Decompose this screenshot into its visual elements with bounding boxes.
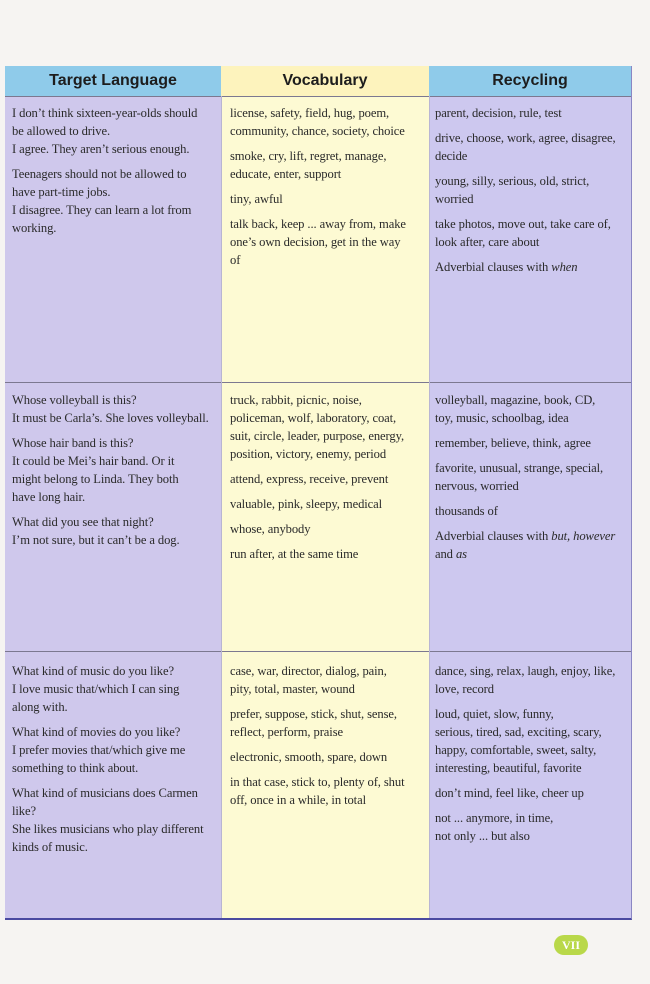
recycling-entry xyxy=(435,434,629,452)
row-1-vocabulary xyxy=(230,104,426,276)
text-line: in that case, stick to, plenty of, shut xyxy=(230,775,405,789)
text-line: worried xyxy=(435,192,474,206)
row-2-target-language xyxy=(12,391,218,556)
text-line: might belong to Linda. They both xyxy=(12,472,179,486)
text-line: Teenagers should not be allowed to xyxy=(12,167,187,181)
text-line: What did you see that night? xyxy=(12,515,154,529)
recycling-entry xyxy=(435,104,629,122)
text-line: suit, circle, leader, purpose, energy, xyxy=(230,429,405,443)
text-line: It could be Mei’s hair band. Or it xyxy=(12,454,175,468)
text-line: community, chance, society, choice xyxy=(230,124,405,138)
recycling-entry xyxy=(435,129,629,165)
recycling-entry xyxy=(435,705,629,777)
text-line: favorite, unusual, strange, special, xyxy=(435,461,604,475)
header-target-language: Target Language xyxy=(5,66,221,96)
target-entry xyxy=(12,662,218,716)
text-line: It must be Carla’s. She loves volleyball. xyxy=(12,411,209,425)
column-divider xyxy=(221,96,222,918)
text-line: I agree. They aren’t serious enough. xyxy=(12,142,190,156)
text-line: along with. xyxy=(12,700,68,714)
recycling-entry xyxy=(435,215,629,251)
row-divider xyxy=(5,96,631,97)
text-line: of xyxy=(230,253,241,267)
text-line: not only ... but also xyxy=(435,829,530,843)
text-line: I don’t think sixteen-year-olds should xyxy=(12,106,198,120)
text-line: tiny, awful xyxy=(230,192,283,206)
text-line: serious, tired, sad, exciting, scary, xyxy=(435,725,602,739)
text-line: She likes musicians who play different xyxy=(12,822,204,836)
vocab-entry xyxy=(230,545,426,563)
text-line: thousands of xyxy=(435,504,498,518)
column-divider xyxy=(429,96,430,918)
text-line: policeman, wolf, laboratory, coat, xyxy=(230,411,397,425)
text-line: young, silly, serious, old, strict, xyxy=(435,174,590,188)
text-line: Whose hair band is this? xyxy=(12,436,134,450)
text-line: reflect, perform, praise xyxy=(230,725,343,739)
text-line: remember, believe, think, agree xyxy=(435,436,591,450)
row-1-target-language xyxy=(12,104,218,244)
recycling-entry xyxy=(435,809,629,845)
row-divider xyxy=(5,382,631,383)
recycling-entry xyxy=(435,662,629,698)
vocab-entry xyxy=(230,104,426,140)
text-line: have part-time jobs. xyxy=(12,185,111,199)
row-3-target-language xyxy=(12,662,218,863)
recycling-entry xyxy=(435,459,629,495)
recycling-entry xyxy=(435,502,629,520)
text-line: toy, music, schoolbag, idea xyxy=(435,411,569,425)
vocab-entry xyxy=(230,773,426,809)
text-line: and as xyxy=(435,547,467,561)
text-line: love, record xyxy=(435,682,494,696)
vocab-entry xyxy=(230,147,426,183)
header-vocabulary: Vocabulary xyxy=(221,66,429,96)
text-line: talk back, keep ... away from, make xyxy=(230,217,406,231)
text-line: take photos, move out, take care of, xyxy=(435,217,611,231)
row-3-vocabulary xyxy=(230,662,426,816)
text-line: I prefer movies that/which give me xyxy=(12,743,186,757)
text-line: don’t mind, feel like, cheer up xyxy=(435,786,584,800)
vocab-entry xyxy=(230,391,426,463)
text-line: license, safety, field, hug, poem, xyxy=(230,106,390,120)
text-line: Adverbial clauses with when xyxy=(435,260,578,274)
target-entry xyxy=(12,434,218,506)
text-line: valuable, pink, sleepy, medical xyxy=(230,497,383,511)
row-1-recycling xyxy=(435,104,629,283)
text-line: What kind of music do you like? xyxy=(12,664,174,678)
target-entry xyxy=(12,391,218,427)
text-line: parent, decision, rule, test xyxy=(435,106,562,120)
page-number-badge: VII xyxy=(554,935,588,955)
row-divider xyxy=(5,651,631,652)
text-line: prefer, suppose, stick, shut, sense, xyxy=(230,707,397,721)
text-line: dance, sing, relax, laugh, enjoy, like, xyxy=(435,664,616,678)
text-line: smoke, cry, lift, regret, manage, xyxy=(230,149,387,163)
text-line: working. xyxy=(12,221,57,235)
grammar-table xyxy=(5,66,632,920)
text-line: interesting, beautiful, favorite xyxy=(435,761,582,775)
text-line: What kind of movies do you like? xyxy=(12,725,181,739)
target-entry xyxy=(12,513,218,549)
target-entry xyxy=(12,723,218,777)
text-line: Adverbial clauses with but, however xyxy=(435,529,616,543)
recycling-entry xyxy=(435,391,629,427)
target-entry xyxy=(12,784,218,856)
target-entry xyxy=(12,104,218,158)
recycling-entry xyxy=(435,172,629,208)
text-line: educate, enter, support xyxy=(230,167,342,181)
row-2-vocabulary xyxy=(230,391,426,570)
header-recycling: Recycling xyxy=(429,66,631,96)
vocab-entry xyxy=(230,215,426,269)
text-line: position, victory, enemy, period xyxy=(230,447,387,461)
text-line: attend, express, receive, prevent xyxy=(230,472,389,486)
text-line: What kind of musicians does Carmen xyxy=(12,786,198,800)
text-line: case, war, director, dialog, pain, xyxy=(230,664,387,678)
text-line: Whose volleyball is this? xyxy=(12,393,137,407)
vocab-entry xyxy=(230,662,426,698)
vocab-entry xyxy=(230,748,426,766)
text-line: one’s own decision, get in the way xyxy=(230,235,401,249)
text-line: loud, quiet, slow, funny, xyxy=(435,707,554,721)
vocab-entry xyxy=(230,190,426,208)
text-line: have long hair. xyxy=(12,490,85,504)
recycling-entry xyxy=(435,258,629,276)
row-2-recycling xyxy=(435,391,629,570)
recycling-entry xyxy=(435,527,629,563)
text-line: run after, at the same time xyxy=(230,547,359,561)
vocab-entry xyxy=(230,705,426,741)
text-line: decide xyxy=(435,149,468,163)
vocab-entry xyxy=(230,470,426,488)
text-line: volleyball, magazine, book, CD, xyxy=(435,393,596,407)
text-line: I love music that/which I can sing xyxy=(12,682,180,696)
text-line: be allowed to drive. xyxy=(12,124,111,138)
text-line: happy, comfortable, sweet, salty, xyxy=(435,743,597,757)
text-line: like? xyxy=(12,804,36,818)
text-line: off, once in a while, in total xyxy=(230,793,366,807)
text-line: pity, total, master, wound xyxy=(230,682,355,696)
text-line: drive, choose, work, agree, disagree, xyxy=(435,131,616,145)
text-line: look after, care about xyxy=(435,235,540,249)
text-line: kinds of music. xyxy=(12,840,88,854)
vocab-entry xyxy=(230,495,426,513)
row-3-recycling xyxy=(435,662,629,852)
text-line: nervous, worried xyxy=(435,479,519,493)
text-line: electronic, smooth, spare, down xyxy=(230,750,388,764)
target-entry xyxy=(12,165,218,237)
recycling-entry xyxy=(435,784,629,802)
text-line: I disagree. They can learn a lot from xyxy=(12,203,192,217)
text-line: whose, anybody xyxy=(230,522,311,536)
text-line: not ... anymore, in time, xyxy=(435,811,554,825)
text-line: something to think about. xyxy=(12,761,139,775)
text-line: truck, rabbit, picnic, noise, xyxy=(230,393,362,407)
text-line: I’m not sure, but it can’t be a dog. xyxy=(12,533,180,547)
vocab-entry xyxy=(230,520,426,538)
